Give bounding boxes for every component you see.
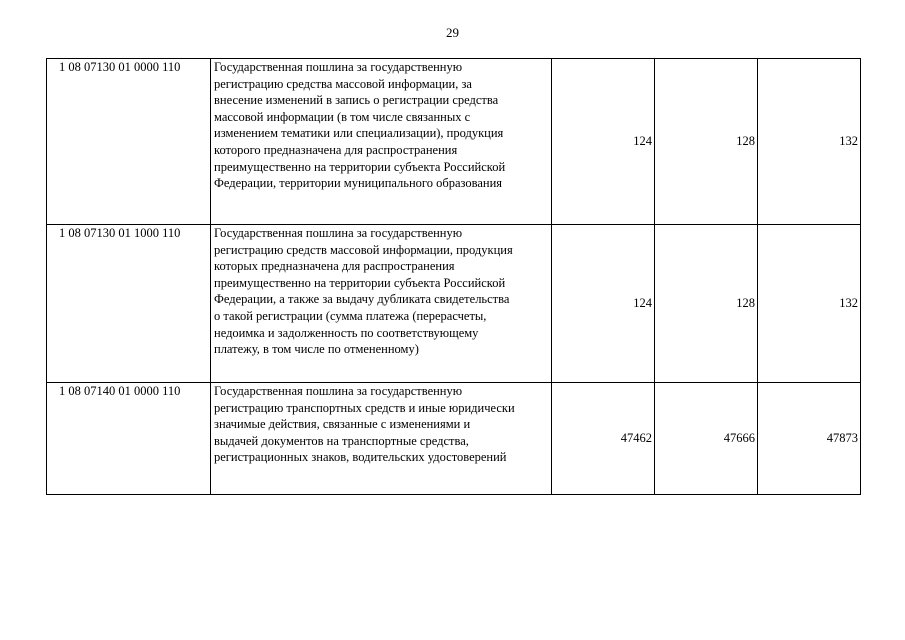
revenue-description	[211, 225, 552, 383]
amount-cell: 132	[758, 225, 861, 383]
description-line: выдачей документов на транспортные средства,	[214, 433, 469, 448]
budget-revenue-table	[46, 58, 861, 495]
description-line: платежу, в том числе по отмененному)	[214, 342, 419, 357]
revenue-description	[211, 383, 552, 495]
amount-cell: 124	[552, 225, 655, 383]
description-line: регистрацию транспортных средств и иные юридически	[214, 400, 515, 415]
description-line: внесение изменений в запись о регистрации средства	[214, 93, 499, 108]
amount-cell: 128	[655, 59, 758, 225]
description-line: значимые действия, связанные с изменениями и	[214, 417, 471, 432]
description-line: регистрацию средств массовой информации, продукция	[214, 242, 513, 257]
amount-cell: 47462	[552, 383, 655, 495]
description-line: Федерации, а также за выдачу дубликата свидетельства	[214, 292, 510, 307]
description-line: Государственная пошлина за государственную	[214, 226, 463, 240]
amount-cell: 47666	[655, 383, 758, 495]
description-line: которых предназначена для распространения	[214, 259, 455, 274]
description-line: недоимка и задолженность по соответствующему	[214, 325, 479, 340]
description-line: о такой регистрации (сумма платежа (перерасчеты,	[214, 308, 487, 323]
table-row	[47, 383, 861, 495]
description-line: которого предназначена для распространения	[214, 142, 458, 157]
description-line: Государственная пошлина за государственную	[214, 60, 463, 74]
description-line: регистрационных знаков, водительских удостоверений	[214, 450, 507, 465]
description-line: преимущественно на территории субъекта Российской	[214, 275, 506, 290]
description-line: Государственная пошлина за государственную	[214, 384, 463, 398]
description-line: регистрацию средства массовой информации, за	[214, 76, 472, 91]
amount-cell: 128	[655, 225, 758, 383]
amount-cell: 47873	[758, 383, 861, 495]
classification-code: 1 08 07130 01 0000 110	[47, 59, 211, 225]
page-number: 29	[446, 25, 459, 40]
table-row	[47, 59, 861, 225]
description-line: массовой информации (в том числе связанных с	[214, 109, 471, 124]
description-line: Федерации, территории муниципального образования	[214, 176, 503, 191]
table-row	[47, 225, 861, 383]
revenue-description	[211, 59, 552, 225]
classification-code: 1 08 07140 01 0000 110	[47, 383, 211, 495]
amount-cell: 124	[552, 59, 655, 225]
amount-cell: 132	[758, 59, 861, 225]
classification-code: 1 08 07130 01 1000 110	[47, 225, 211, 383]
description-line: преимущественно на территории субъекта Российской	[214, 159, 506, 174]
description-line: изменением тематики или специализации), продукция	[214, 126, 504, 141]
